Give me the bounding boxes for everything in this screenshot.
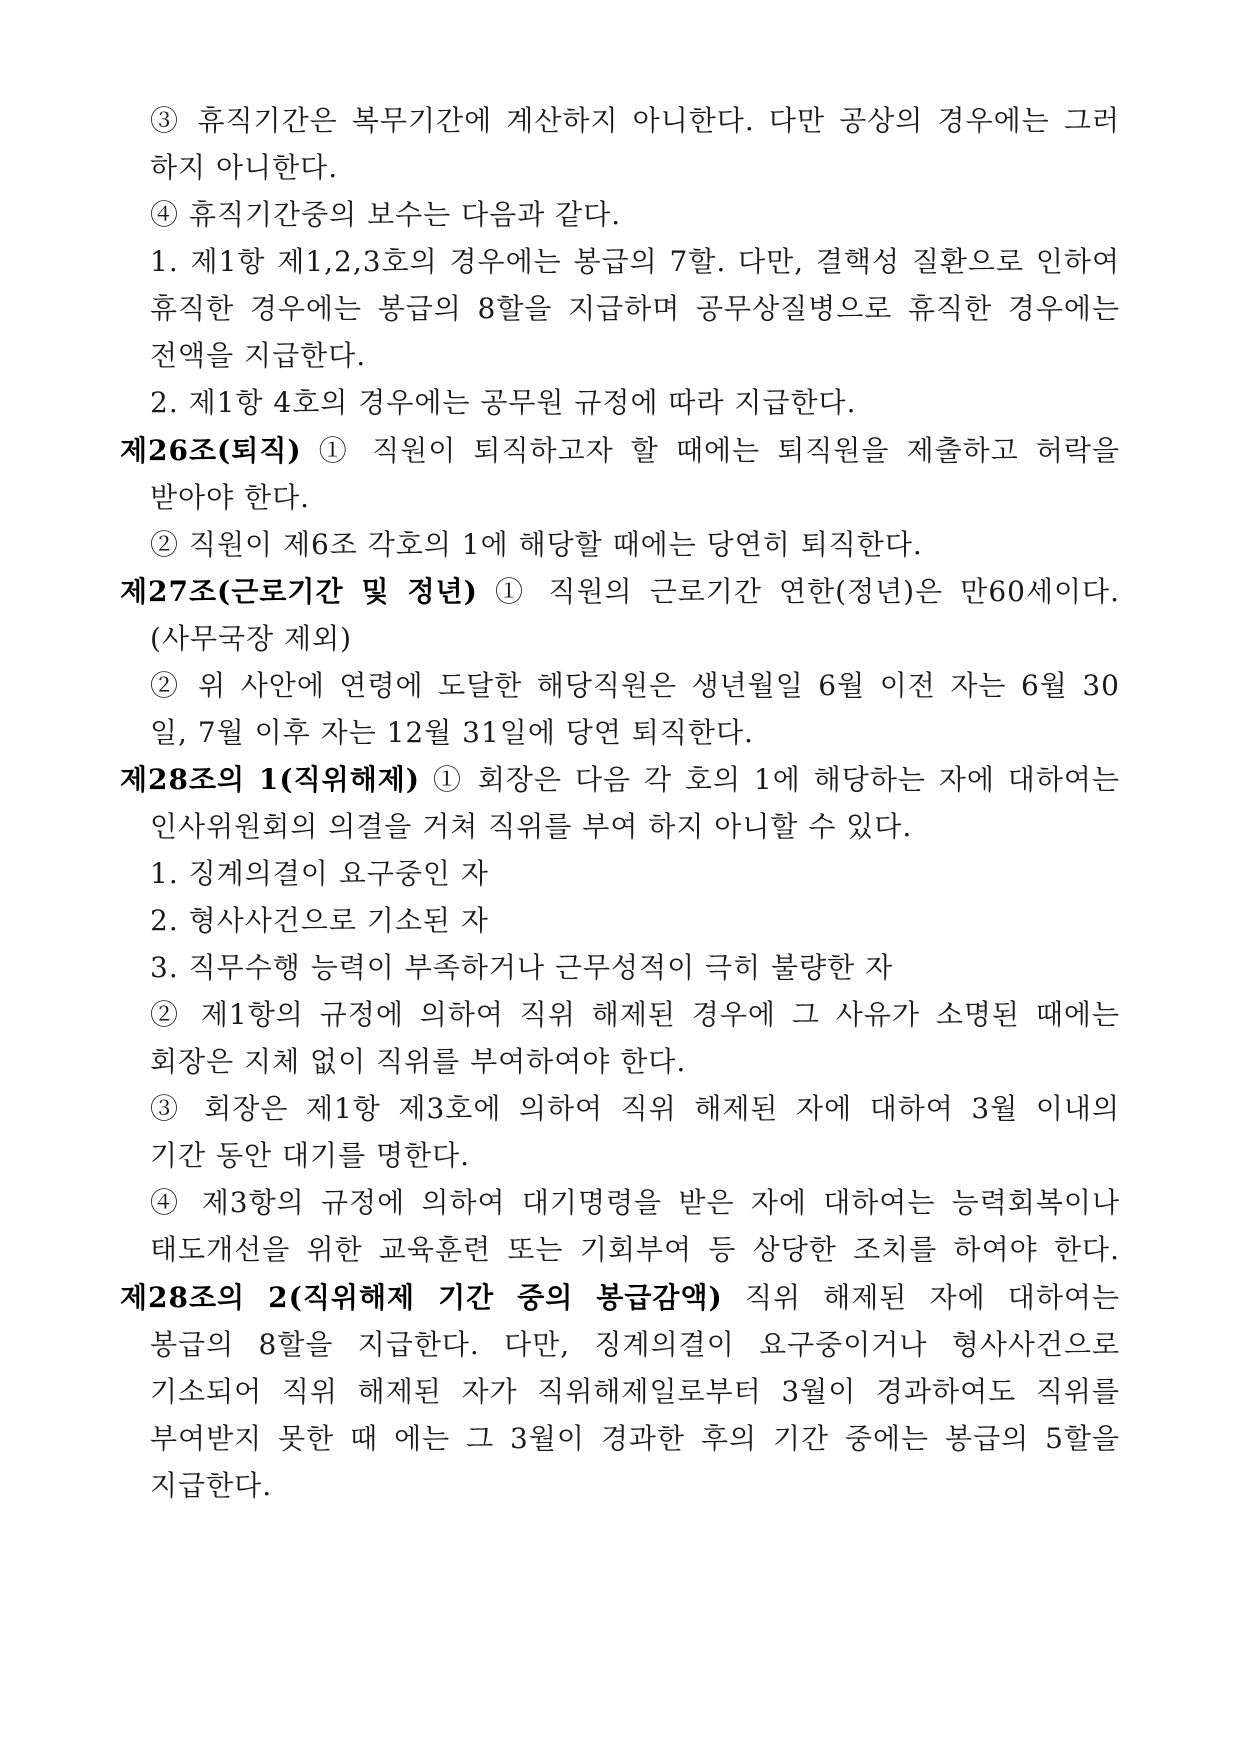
paragraph-line: (사무국장 제외) — [150, 622, 353, 655]
paragraph-line: 휴직한 경우에는 봉급의 8할을 지급하며 공무상질병으로 휴직한 경우에는 — [150, 292, 1120, 325]
article-27-heading: 제27조(근로기간 및 정년) — [120, 575, 478, 608]
article-26-text: ① 직원이 퇴직하고자 할 때에는 퇴직원을 제출하고 허락을 — [301, 434, 1120, 467]
paragraph-line: 부여받지 못한 때 에는 그 3월이 경과한 후의 기간 중에는 봉급의 5할을 — [150, 1422, 1120, 1455]
list-item: 3. 직무수행 능력이 부족하거나 근무성적이 극히 불량한 자 — [150, 951, 894, 984]
article-27-text: ① 직원의 근로기간 연한(정년)은 만60세이다. — [477, 575, 1121, 608]
paragraph-line: ③ 휴직기간은 복무기간에 계산하지 아니한다. 다만 공상의 경우에는 그러 — [150, 104, 1120, 137]
paragraph-line: ④ 휴직기간중의 보수는 다음과 같다. — [150, 198, 622, 231]
paragraph-line: 지급한다. — [150, 1469, 273, 1502]
paragraph-line: 하지 아니한다. — [150, 151, 339, 184]
article-28-2-line — [120, 1278, 1120, 1318]
article-28-1-text: ① 회장은 다음 각 호의 1에 해당하는 자에 대하여는 — [420, 763, 1120, 796]
paragraph-line: 받아야 한다. — [150, 481, 311, 514]
paragraph-line: 1. 제1항 제1,2,3호의 경우에는 봉급의 7할. 다만, 결핵성 질환으로 인하여 — [150, 245, 1120, 278]
list-item: 2. 형사사건으로 기소된 자 — [150, 904, 489, 937]
paragraph-line: ② 직원이 제6조 각호의 1에 해당할 때에는 당연히 퇴직한다. — [150, 528, 923, 561]
article-28-2-heading: 제28조의 2(직위해제 기간 중의 봉급감액) — [120, 1281, 723, 1314]
article-28-2-text: 직위 해제된 자에 대하여는 — [722, 1281, 1120, 1314]
article-28-1-heading: 제28조의 1(직위해제) — [120, 763, 421, 796]
paragraph-line: 전액을 지급한다. — [150, 339, 367, 372]
paragraph-line: ③ 회장은 제1항 제3호에 의하여 직위 해제된 자에 대하여 3월 이내의 — [150, 1092, 1120, 1125]
paragraph-line: 기간 동안 대기를 명한다. — [150, 1139, 471, 1172]
article-27-line — [120, 572, 1120, 612]
article-28-1-line — [120, 760, 1120, 800]
paragraph-line: ② 제1항의 규정에 의하여 직위 해제된 경우에 그 사유가 소명된 때에는 — [150, 998, 1120, 1031]
paragraph-line: 회장은 지체 없이 직위를 부여하여야 한다. — [150, 1045, 687, 1078]
paragraph-line: 2. 제1항 4호의 경우에는 공무원 규정에 따라 지급한다. — [150, 386, 857, 419]
paragraph-line: 일, 7월 이후 자는 12월 31일에 당연 퇴직한다. — [150, 716, 754, 749]
list-item: 1. 징계의결이 요구중인 자 — [150, 857, 489, 890]
article-26-heading: 제26조(퇴직) — [120, 434, 302, 467]
paragraph-line: 태도개선을 위한 교육훈련 또는 기회부여 등 상당한 조치를 하여야 한다. — [150, 1233, 1120, 1266]
paragraph-line: 기소되어 직위 해제된 자가 직위해제일로부터 3월이 경과하여도 직위를 — [150, 1375, 1120, 1408]
paragraph-line: ④ 제3항의 규정에 의하여 대기명령을 받은 자에 대하여는 능력회복이나 — [150, 1186, 1120, 1219]
paragraph-line: 봉급의 8할을 지급한다. 다만, 징계의결이 요구중이거나 형사사건으로 — [150, 1328, 1120, 1361]
article-26-line — [120, 431, 1120, 471]
paragraph-line: ② 위 사안에 연령에 도달한 해당직원은 생년월일 6월 이전 자는 6월 30 — [150, 669, 1120, 702]
paragraph-line: 인사위원회의 의결을 거쳐 직위를 부여 하지 아니할 수 있다. — [150, 810, 913, 843]
